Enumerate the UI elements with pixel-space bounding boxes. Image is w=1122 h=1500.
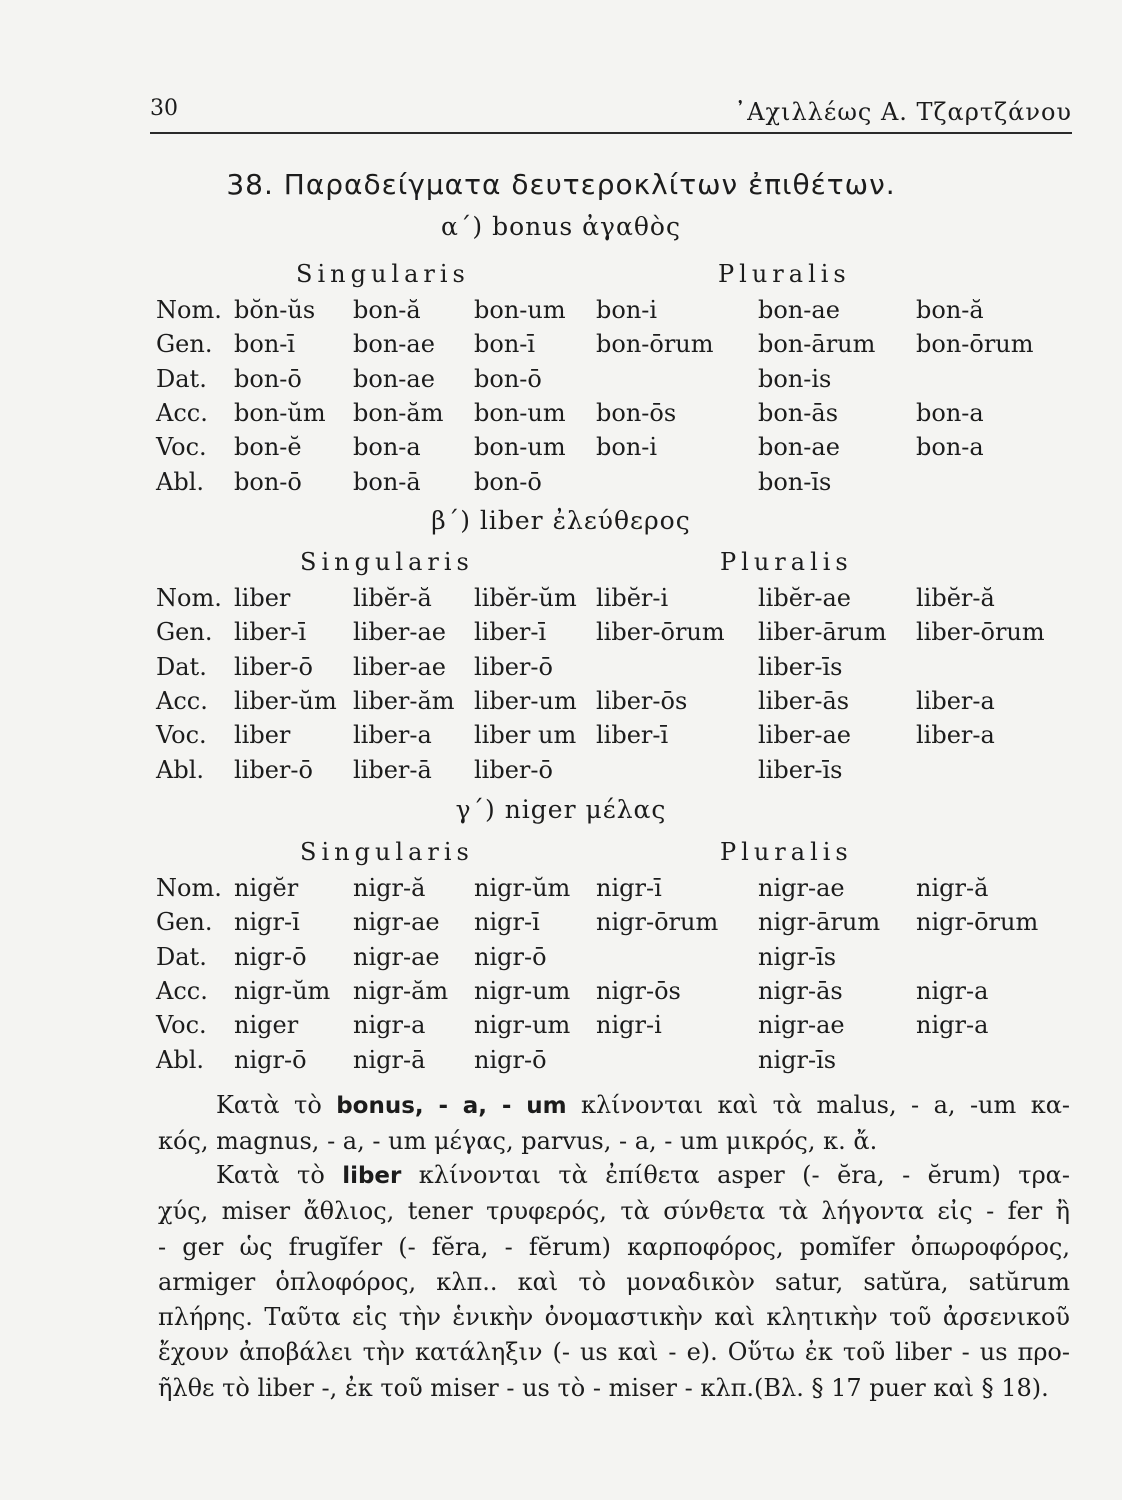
declension-cell: bon-a bbox=[916, 433, 984, 462]
declension-cell: bon-i bbox=[596, 433, 658, 462]
declension-cell: bon-ĕ bbox=[234, 433, 302, 462]
declension-cell: liber-ī bbox=[596, 721, 669, 750]
table-heading-bonus: α΄) bonus ἀγαθὸς bbox=[441, 212, 681, 241]
case-label: Acc. bbox=[156, 398, 208, 427]
case-label: Voc. bbox=[156, 433, 207, 462]
case-label: Acc. bbox=[156, 686, 208, 715]
bold-term: liber bbox=[342, 1163, 402, 1189]
declension-cell: nigr-a bbox=[916, 976, 989, 1005]
declension-cell: bon-ā bbox=[353, 467, 421, 496]
declension-cell: bon-ō bbox=[474, 467, 542, 496]
running-head: ᾿Αχιλλέως Α. Τζαρτζάνου bbox=[734, 98, 1072, 126]
case-label: Nom. bbox=[156, 296, 222, 324]
declension-cell: bon-ae bbox=[353, 330, 435, 359]
case-label: Nom. bbox=[156, 874, 222, 902]
page-header bbox=[150, 96, 1072, 132]
declension-cell: nigr-ae bbox=[353, 942, 440, 971]
declension-cell: nigr-um bbox=[474, 976, 571, 1005]
case-label: Abl. bbox=[156, 1045, 204, 1074]
declension-cell: liber-ī bbox=[474, 618, 547, 647]
paragraph-line: armiger ὁπλοφόρος, κλπ.. καὶ τὸ μοναδικὸν satur, satŭra, satŭrum bbox=[158, 1267, 1070, 1296]
declension-cell: liber-ae bbox=[353, 618, 447, 647]
declension-cell: liber-ae bbox=[758, 721, 852, 750]
declension-cell: bon-ō bbox=[234, 364, 302, 393]
declension-cell: liber-īs bbox=[758, 652, 843, 681]
bold-term: bonus, - a, - um bbox=[336, 1093, 567, 1119]
declension-cell: liber-ās bbox=[758, 686, 850, 715]
case-label: Dat. bbox=[156, 942, 207, 971]
declension-cell: liber-ōrum bbox=[916, 618, 1045, 647]
declension-cell: libĕr-ae bbox=[758, 584, 852, 612]
declension-cell: liber-a bbox=[916, 721, 995, 750]
declension-cell: bon-a bbox=[353, 433, 421, 462]
declension-cell: liber-ōs bbox=[596, 686, 688, 715]
text-span: κλίνονται τὰ ἐπίθετα asper (- ĕra, - ĕrum) τρα- bbox=[401, 1161, 1070, 1189]
declension-cell: nigr-ă bbox=[916, 874, 989, 902]
paragraph-line bbox=[158, 1088, 1070, 1124]
case-label: Voc. bbox=[156, 721, 207, 750]
declension-cell: libĕr-i bbox=[596, 584, 669, 612]
section-title: 38. Παραδείγματα δευτεροκλίτων ἐπιθέτων. bbox=[226, 168, 896, 201]
declension-cell: bon-ō bbox=[234, 467, 302, 496]
declension-cell: liber um bbox=[474, 721, 577, 750]
declension-cell: nigr-ārum bbox=[758, 908, 881, 937]
declension-cell: bon-ī bbox=[474, 330, 536, 359]
paragraph-liber-note bbox=[158, 1158, 1070, 1406]
declension-cell: bon-ī bbox=[234, 330, 296, 359]
paragraph-line: χύς, miser ἄθλιος, tener τρυφερός, τὰ σύνθετα τὰ λήγοντα εἰς - fer ἢ bbox=[158, 1197, 1070, 1226]
declension-cell: bon-ōrum bbox=[596, 330, 714, 359]
declension-cell: bŏn-ŭs bbox=[234, 296, 316, 324]
case-label: Voc. bbox=[156, 1011, 207, 1040]
plural-label: Pluralis bbox=[720, 548, 853, 576]
declension-cell: liber-a bbox=[353, 721, 432, 750]
declension-cell: bon-is bbox=[758, 364, 832, 393]
declension-cell: liber-ae bbox=[353, 652, 447, 681]
declension-cell: bon-ŭm bbox=[234, 398, 326, 427]
text-span: Κατὰ τὸ bbox=[216, 1161, 343, 1189]
declension-cell: nigr-ō bbox=[474, 1045, 547, 1074]
paragraph-line: κός, magnus, - a, - um μέγας, parvus, - a, - um μικρός, κ. ἄ. bbox=[158, 1127, 878, 1156]
declension-cell: nigr-ōs bbox=[596, 976, 681, 1005]
declension-cell: liber-a bbox=[916, 686, 995, 715]
declension-cell: bon-ās bbox=[758, 398, 839, 427]
case-label: Abl. bbox=[156, 467, 204, 496]
declension-cell: nigr-a bbox=[353, 1011, 426, 1040]
declension-cell: liber-ō bbox=[474, 652, 553, 681]
paragraph-line: ἔχουν ἀποβάλει τὴν κατάληξιν (- us καὶ - e). Οὕτω ἐκ τοῦ liber - us προ- bbox=[158, 1338, 1070, 1367]
declension-cell: nigr-ăm bbox=[353, 976, 449, 1005]
declension-cell: bon-a bbox=[916, 398, 984, 427]
declension-cell: nigr-īs bbox=[758, 942, 837, 971]
declension-cell: liber-ō bbox=[234, 755, 313, 784]
declension-cell: bon-ă bbox=[353, 296, 421, 324]
declension-cell: bon-um bbox=[474, 398, 566, 427]
declension-cell: liber-ī bbox=[234, 618, 307, 647]
singular-label: Singularis bbox=[300, 548, 474, 576]
declension-cell: nigr-ae bbox=[353, 908, 440, 937]
declension-cell: liber-ā bbox=[353, 755, 432, 784]
declension-cell: liber-īs bbox=[758, 755, 843, 784]
table-heading-niger: γ΄) niger μέλας bbox=[455, 795, 667, 824]
case-label: Dat. bbox=[156, 652, 207, 681]
singular-label: Singularis bbox=[296, 260, 470, 288]
declension-cell: bon-ōs bbox=[596, 398, 677, 427]
declension-cell: nigr-ō bbox=[234, 942, 307, 971]
case-label: Dat. bbox=[156, 364, 207, 393]
declension-cell: bon-um bbox=[474, 296, 566, 324]
declension-cell: liber-ăm bbox=[353, 686, 455, 715]
declension-cell: bon-ae bbox=[758, 433, 840, 462]
declension-cell: nigr-ās bbox=[758, 976, 843, 1005]
declension-cell: libĕr-ă bbox=[916, 584, 995, 612]
declension-cell: nigr-ae bbox=[758, 1011, 845, 1040]
table-heading-liber: β΄) liber ἐλεύθερος bbox=[431, 506, 691, 535]
declension-cell: nigr-ī bbox=[596, 874, 662, 902]
declension-cell: liber-ōrum bbox=[596, 618, 725, 647]
case-label: Gen. bbox=[156, 908, 213, 937]
declension-cell: bon-ăm bbox=[353, 398, 444, 427]
paragraph-line bbox=[158, 1158, 1070, 1194]
declension-cell: libĕr-ă bbox=[353, 584, 432, 612]
declension-cell: bon-ae bbox=[758, 296, 840, 324]
declension-cell: libĕr-ŭm bbox=[474, 584, 577, 612]
declension-cell: nigĕr bbox=[234, 874, 299, 902]
declension-cell: nigr-īs bbox=[758, 1045, 837, 1074]
declension-cell: liber-um bbox=[474, 686, 577, 715]
declension-cell: nigr-ōrum bbox=[596, 908, 719, 937]
declension-cell: nigr-ī bbox=[234, 908, 300, 937]
declension-cell: nigr-ae bbox=[758, 874, 845, 902]
declension-cell: nigr-ōrum bbox=[916, 908, 1039, 937]
case-label: Abl. bbox=[156, 755, 204, 784]
declension-cell: liber-ō bbox=[474, 755, 553, 784]
text-span: κλίνονται καὶ τὰ malus, - a, -um κα- bbox=[566, 1091, 1071, 1119]
declension-cell: bon-ōrum bbox=[916, 330, 1034, 359]
plural-label: Pluralis bbox=[720, 838, 853, 866]
paragraph-line: ῆλθε τὸ liber -, ἐκ τοῦ miser - us τὸ - miser - κλπ.(Βλ. § 17 puer καὶ § 18). bbox=[158, 1373, 1049, 1402]
declension-cell: nigr-a bbox=[916, 1011, 989, 1040]
declension-cell: niger bbox=[234, 1011, 299, 1040]
declension-cell: nigr-um bbox=[474, 1011, 571, 1040]
declension-cell: bon-īs bbox=[758, 467, 832, 496]
declension-cell: liber-ō bbox=[234, 652, 313, 681]
case-label: Gen. bbox=[156, 330, 213, 359]
header-rule bbox=[150, 132, 1072, 134]
declension-cell: nigr-ă bbox=[353, 874, 426, 902]
declension-cell: bon-ārum bbox=[758, 330, 876, 359]
declension-cell: bon-ae bbox=[353, 364, 435, 393]
declension-cell: nigr-ī bbox=[474, 908, 540, 937]
declension-cell: nigr-ō bbox=[474, 942, 547, 971]
case-label: Acc. bbox=[156, 976, 208, 1005]
declension-cell: nigr-i bbox=[596, 1011, 662, 1040]
declension-cell: bon-ō bbox=[474, 364, 542, 393]
declension-cell: nigr-ā bbox=[353, 1045, 426, 1074]
paragraph-line: πλήρης. Ταῦτα εἰς τὴν ἑνικὴν ὀνομαστικὴν καὶ κλητικὴν τοῦ ἀρσενικοῦ bbox=[158, 1303, 1070, 1332]
declension-cell: liber-ārum bbox=[758, 618, 887, 647]
plural-label: Pluralis bbox=[718, 260, 851, 288]
declension-cell: bon-i bbox=[596, 296, 658, 324]
declension-cell: liber bbox=[234, 584, 291, 612]
case-label: Nom. bbox=[156, 584, 222, 612]
paragraph-line: - ger ὡς frugĭfer (- fĕra, - fĕrum) καρποφόρος, pomĭfer ὀπωροφόρος, bbox=[158, 1232, 1070, 1261]
declension-cell: liber-ŭm bbox=[234, 686, 337, 715]
declension-cell: bon-ă bbox=[916, 296, 984, 324]
declension-cell: bon-um bbox=[474, 433, 566, 462]
paragraph-bonus-note bbox=[158, 1088, 1070, 1160]
declension-cell: liber bbox=[234, 721, 291, 750]
page-number: 30 bbox=[150, 96, 178, 121]
singular-label: Singularis bbox=[300, 838, 474, 866]
text-span: Κατὰ τὸ bbox=[216, 1091, 337, 1119]
declension-cell: nigr-ō bbox=[234, 1045, 307, 1074]
declension-cell: nigr-ŭm bbox=[234, 976, 331, 1005]
case-label: Gen. bbox=[156, 618, 213, 647]
declension-cell: nigr-ŭm bbox=[474, 874, 571, 902]
